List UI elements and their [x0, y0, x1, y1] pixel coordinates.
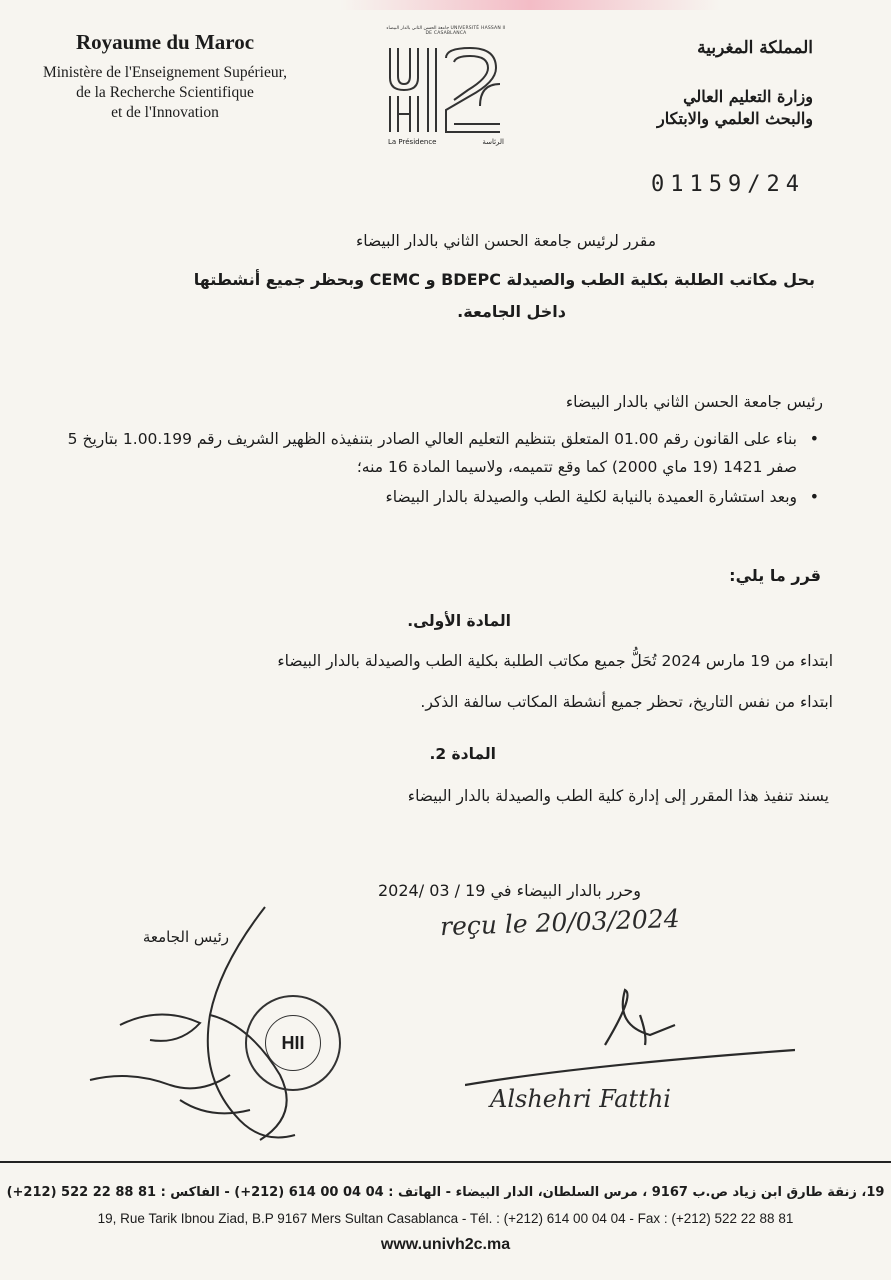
ar-country: المملكة المغربية [697, 38, 813, 58]
title-line-2: بحل مكاتب الطلبة بكلية الطب والصيدلة BDEPC و CEMC وبحظر جميع أنشطتها [193, 270, 815, 289]
received-note: reçu le 20/03/2024 [439, 903, 681, 942]
date-line: وحرر بالدار البيضاء في 19 / 03 /2024 [377, 881, 641, 900]
received-signature-name: Alshehri Fatthi [490, 1085, 671, 1113]
decision-heading: قرر ما يلي: [729, 566, 821, 585]
article-2-title: المادة 2. [429, 745, 496, 763]
scan-artifact [340, 0, 720, 10]
footer-address-ar: 19، زنقة طارق ابن زياد ص.ب 9167 ، مرس السلطان، الدار البيضاء - الهاتف : 04 04 00 614 (212+) - الفاكس : 81 88 22 522 (212+) [6, 1185, 885, 1200]
university-logo [384, 26, 508, 146]
title-line-3: داخل الجامعة. [457, 302, 566, 321]
article-1-title: المادة الأولى. [407, 612, 511, 630]
ar-ministry-line-1: وزارة التعليم العالي [683, 87, 813, 106]
logo-presidence-fr: La Présidence [388, 138, 437, 146]
logo-small-text: جامعة الحسن الثاني بالدار البيضاء UNIVERSITÉ HASSAN II DE CASABLANCA [386, 26, 506, 36]
list-item: • وبعد استشارة العميدة بالنيابة لكلية الطب والصيدلة بالدار البيضاء [63, 483, 823, 511]
french-header [0, 30, 330, 123]
arabic-header [553, 38, 813, 130]
article-1-line-2: ابتداء من نفس التاريخ، تحظر جميع أنشطة المكاتب سالفة الذكر. [420, 693, 833, 711]
fr-ministry-line-3: et de l'Innovation [111, 104, 219, 121]
article-1-line-1: ابتداء من 19 مارس 2024 تُحَلُّ جميع مكاتب الطلبة بكلية الطب والصيدلة بالدار البيضاء [277, 652, 833, 670]
footer-divider [0, 1161, 891, 1163]
signatory-role: رئيس الجامعة [142, 928, 229, 946]
fr-ministry-line-1: Ministère de l'Enseignement Supérieur, [42, 64, 288, 81]
fr-country: Royaume du Maroc [75, 30, 255, 54]
footer-website-link[interactable]: www.univh2c.ma [380, 1236, 511, 1253]
fr-ministry-line-2: de la Recherche Scientifique [76, 84, 254, 101]
university-seal [245, 995, 341, 1091]
list-item: • بناء على القانون رقم 01.00 المتعلق بتنظيم التعليم العالي الصادر بتنفيذه الظهير الشريف رقم 1.00.199 بتاريخ 5 صفر 1421 (19 ماي 2000) كما وقع تتميمه، ولاسيما المادة 16 منه؛ [63, 425, 823, 481]
title-line-1: مقرر لرئيس جامعة الحسن الثاني بالدار البيضاء [355, 232, 656, 250]
seal-text: HII [265, 1015, 321, 1071]
reference-number: 01159/24 [651, 172, 805, 197]
ar-ministry-line-2: والبحث العلمي والابتكار [657, 109, 813, 128]
article-2-text: يسند تنفيذ هذا المقرر إلى إدارة كلية الطب والصيدلة بالدار البيضاء [407, 787, 829, 805]
issuer-line: رئيس جامعة الحسن الثاني بالدار البيضاء [565, 393, 823, 411]
uh2c-logo-mark-icon [384, 44, 508, 134]
logo-presidence-ar: الرئاسة [482, 138, 504, 146]
footer-address-fr: 19, Rue Tarik Ibnou Ziad, B.P 9167 Mers Sultan Casablanca - Tél. : (+212) 614 00 04 04 - Fax : (+212) 522 22 88 81 [97, 1211, 794, 1226]
considerations-list [63, 425, 823, 511]
